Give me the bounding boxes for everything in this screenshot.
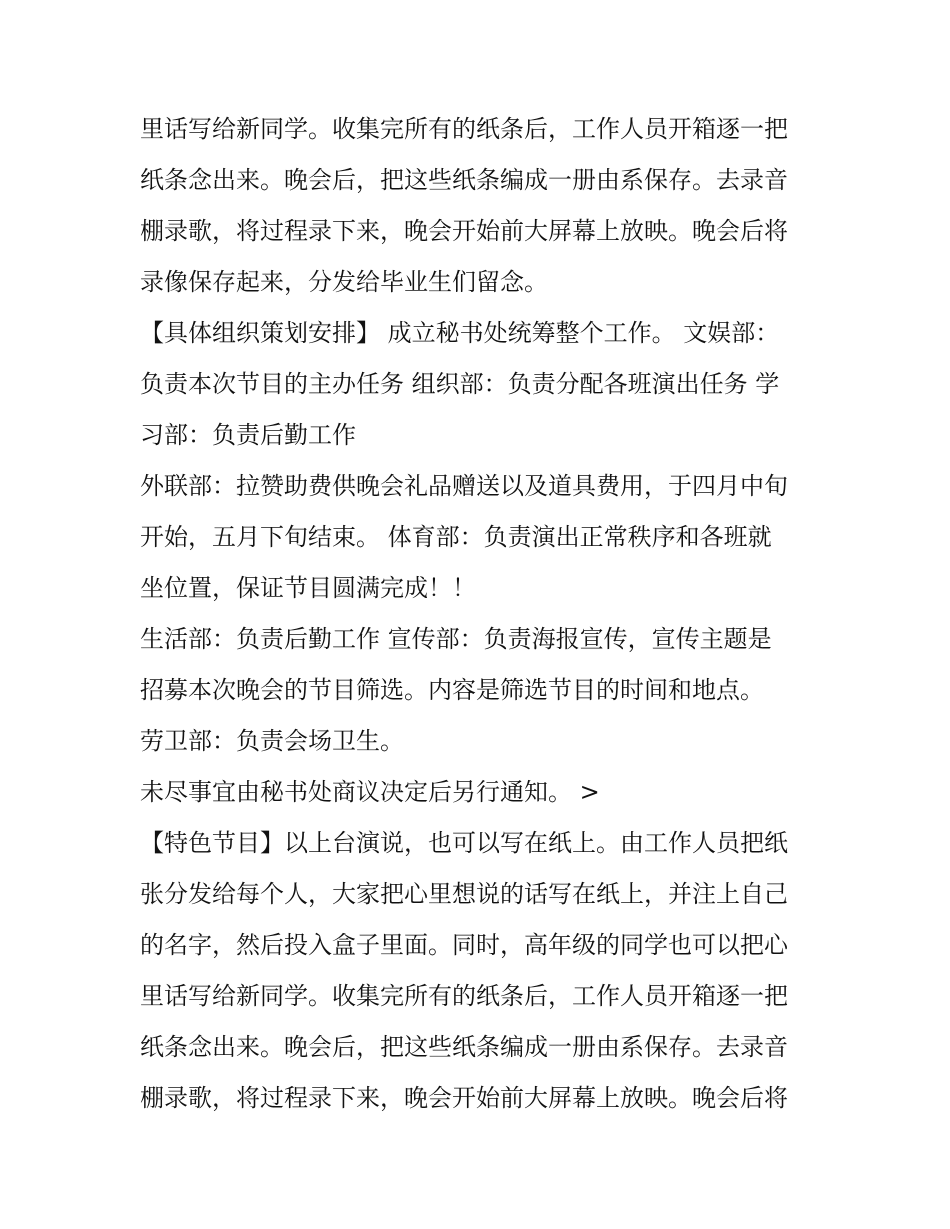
text-line: 习部：负责后勤工作: [140, 421, 356, 449]
text-line: 【特色节目】以上台演说，也可以写在纸上。由工作人员把纸: [140, 829, 788, 857]
text-line: 坐位置，保证节目圆满完成！！: [140, 574, 476, 602]
text-line: 外联部：拉赞助费供晚会礼品赠送以及道具费用，于四月中旬: [140, 472, 788, 500]
text-line: 张分发给每个人，大家把心里想说的话写在纸上，并注上自己: [140, 880, 788, 908]
text-line: 开始，五月下旬结束。 体育部：负责演出正常秩序和各班就: [140, 523, 772, 551]
text-line: 棚录歌，将过程录下来，晚会开始前大屏幕上放映。晚会后将: [140, 1084, 788, 1112]
body-text: [140, 104, 830, 1124]
text-line: 【具体组织策划安排】 成立秘书处统筹整个工作。 文娱部：: [140, 319, 780, 347]
text-line: 负责本次节目的主办任务 组织部：负责分配各班演出任务 学: [140, 370, 780, 398]
text-line: 纸条念出来。晚会后，把这些纸条编成一册由系保存。去录音: [140, 1033, 788, 1061]
text-line: 里话写给新同学。收集完所有的纸条后，工作人员开箱逐一把: [140, 982, 788, 1010]
text-line: 里话写给新同学。收集完所有的纸条后，工作人员开箱逐一把: [140, 115, 788, 143]
text-line: 棚录歌，将过程录下来，晚会开始前大屏幕上放映。晚会后将: [140, 217, 788, 245]
text-line: 劳卫部：负责会场卫生。: [140, 727, 404, 755]
text-line: 招募本次晚会的节目筛选。内容是筛选节目的时间和地点。: [140, 676, 764, 704]
text-line: 录像保存起来，分发给毕业生们留念。: [140, 268, 548, 296]
text-line: 的名字，然后投入盒子里面。同时，高年级的同学也可以把心: [140, 931, 788, 959]
text-line: 生活部：负责后勤工作 宣传部：负责海报宣传，宣传主题是: [140, 625, 772, 653]
text-line: 未尽事宜由秘书处商议决定后另行通知。 >: [140, 778, 600, 806]
text-line: 纸条念出来。晚会后，把这些纸条编成一册由系保存。去录音: [140, 166, 788, 194]
